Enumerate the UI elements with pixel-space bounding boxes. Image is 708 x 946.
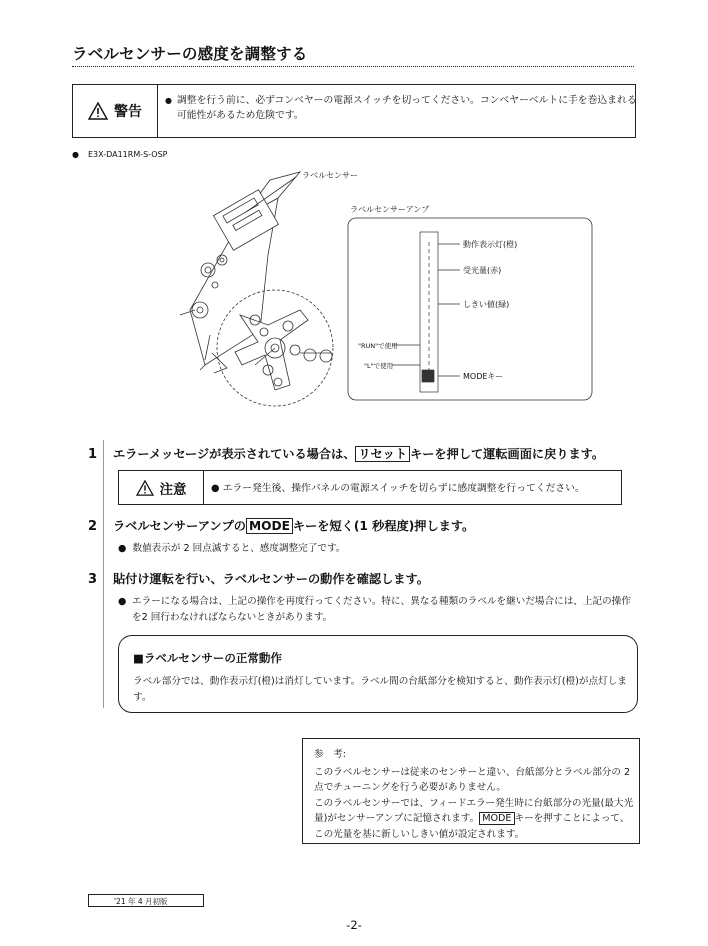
warning-label-cell <box>73 85 158 137</box>
caution-label-cell <box>119 471 204 504</box>
bullet: ● <box>118 543 127 554</box>
caution-text-wrap <box>211 480 585 494</box>
warning-box <box>72 84 636 138</box>
title-divider <box>72 66 634 67</box>
warning-triangle-icon <box>136 480 154 496</box>
label-sensor-caption: ラベルセンサー <box>302 171 358 180</box>
step-3-note <box>118 594 638 625</box>
caution-text: エラー発生後、操作パネルの電源スイッチを切らずに感度調整を行ってください。 <box>222 483 585 494</box>
warning-triangle-icon <box>88 102 108 120</box>
step-number: 3 <box>88 572 98 587</box>
callout-received: 受光量(赤) <box>463 266 502 275</box>
callout-threshold: しきい値(緑) <box>463 300 510 309</box>
step-2-note-text: 数値表示が 2 回点滅すると、感度調整完了です。 <box>132 543 346 554</box>
step-1-pre: エラーメッセージが表示されている場合は、 <box>113 447 356 461</box>
mode-key: MODE <box>246 518 293 534</box>
page-title: ラベルセンサーの感度を調整する <box>72 45 308 63</box>
step-number: 1 <box>88 447 98 462</box>
callout-mode: MODEキー <box>463 372 504 381</box>
warning-text-wrap <box>165 93 639 123</box>
bullet: ● <box>165 96 172 105</box>
mode-key: MODE <box>479 812 514 825</box>
reference-heading: 参 考: <box>314 749 347 760</box>
model-line <box>72 150 168 159</box>
callout-indicator: 動作表示灯(橙) <box>463 240 518 249</box>
reference-content <box>314 747 634 842</box>
caution-label: 注意 <box>159 481 187 498</box>
reference-p2 <box>314 796 634 843</box>
normal-body: ラベル部分では、動作表示灯(橙)は消灯しています。ラベル間の台紙部分を検知すると、動作表示灯(橙)が点灯します。 <box>133 676 627 703</box>
bullet: ● <box>118 596 127 607</box>
callout-run: "RUN"で使用 <box>358 342 398 350</box>
step-2-post: キーを短く(1 秒程度)押します。 <box>292 519 475 533</box>
bullet: ● <box>72 150 79 159</box>
reference-p2-pre: このラベルセンサーでは、フィードエラー発生時に台紙部分の光量(最大光量)がセンサーアンプに記憶されます。 <box>314 797 634 824</box>
steps-divider <box>103 440 104 708</box>
step-2-text <box>113 517 474 534</box>
warning-label: 警告 <box>114 104 142 120</box>
step-2-pre: ラベルセンサーアンプの <box>113 519 246 533</box>
normal-heading: ■ラベルセンサーの正常動作 <box>133 651 282 665</box>
step-3-text: 貼付け運転を行い、ラベルセンサーの動作を確認します。 <box>113 572 429 586</box>
step-3-note-text: エラーになる場合は、上記の操作を再度行ってください。特に、異なる種類のラベルを継いだ場合には、上記の操作を2 回行わなければならないときがあります。 <box>132 596 631 623</box>
step-1-text <box>113 445 604 462</box>
reference-p2-post: キーを押すことによって、この光量を基に新しいしきい値が設定されます。 <box>314 813 630 840</box>
bullet: ● <box>211 483 220 494</box>
page-number: -2- <box>346 918 362 932</box>
normal-operation-box <box>118 635 638 713</box>
step-2-note <box>118 541 345 557</box>
edition-label: '21 年 4 月初版 <box>88 894 204 907</box>
callout-l: "L"で使用 <box>364 362 394 370</box>
reference-p1: このラベルセンサーは従来のセンサーと違い、台紙部分とラベル部分の 2 点でチューニングを行う必要がありません。 <box>314 766 631 793</box>
warning-text: 調整を行う前に、必ずコンベヤーの電源スイッチを切ってください。コンベヤーベルトに手を巻込まれる可能性があるため危険です。 <box>177 95 637 121</box>
step-1-post: キーを押して運転画面に戻ります。 <box>410 447 605 461</box>
sensor-figure <box>150 160 620 430</box>
reference-box <box>302 738 640 844</box>
amp-title: ラベルセンサーアンプ <box>350 205 430 214</box>
model-name: E3X-DA11RM-S-OSP <box>87 150 168 159</box>
reset-key: リセット <box>355 446 410 462</box>
step-number: 2 <box>88 519 98 534</box>
caution-box <box>118 470 622 505</box>
